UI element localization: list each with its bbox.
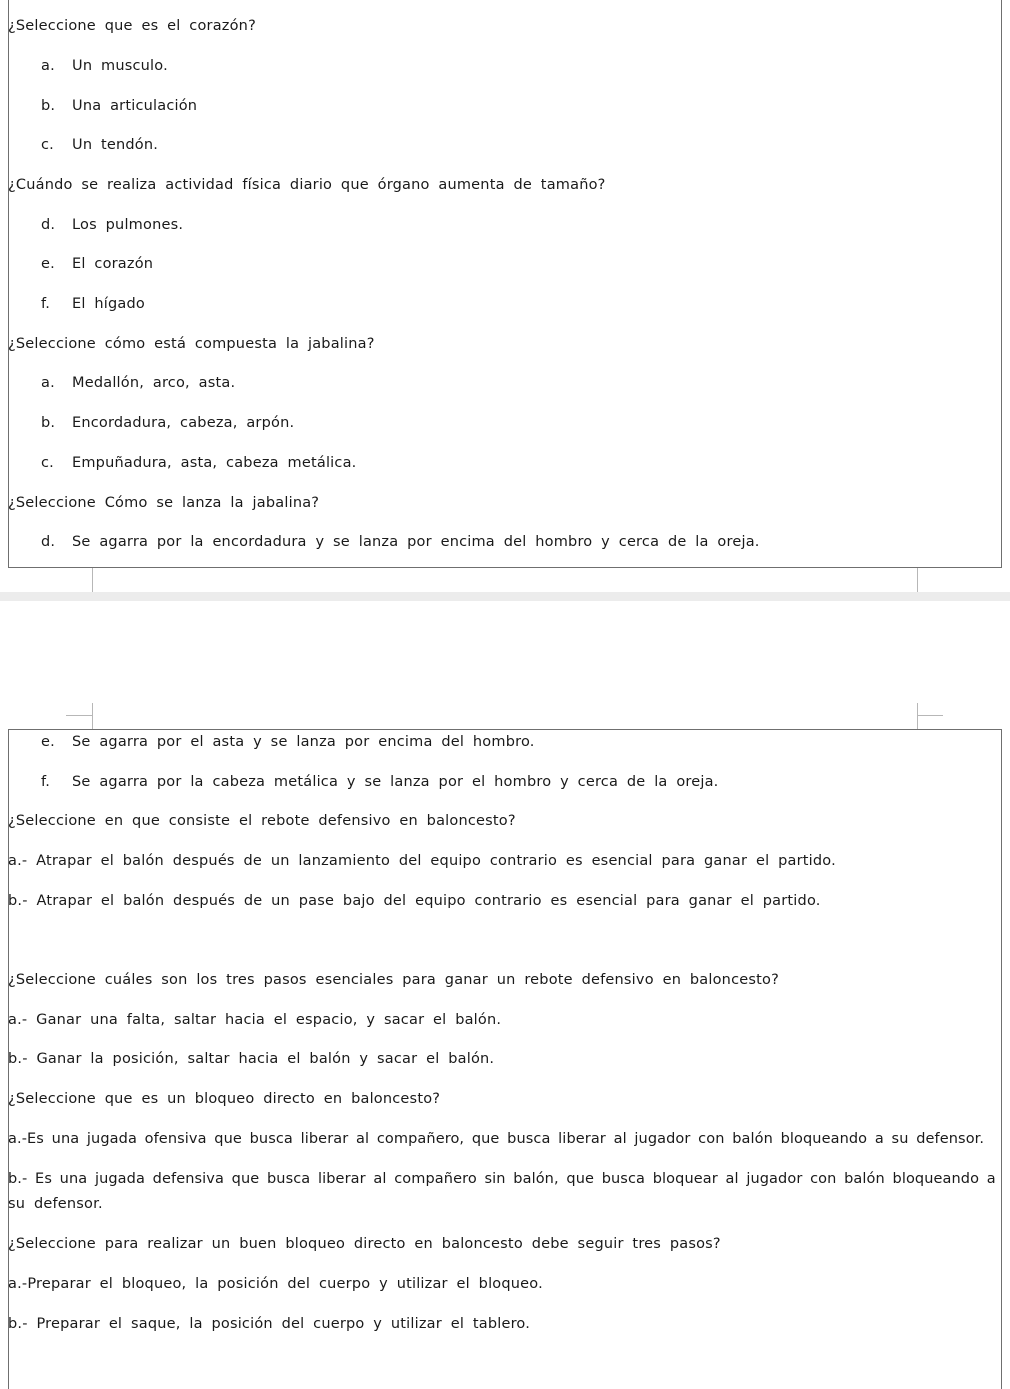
answer: b.- Preparar el saque, la posición del cuerpo y utilizar el tablero. <box>8 1316 531 1332</box>
question-organ: ¿Cuándo se realiza actividad física diario que órgano aumenta de tamaño? <box>8 177 606 193</box>
question-screen-steps: ¿Seleccione para realizar un buen bloqueo directo en baloncesto debe seguir tres pasos? <box>8 1236 721 1252</box>
question-heart: ¿Seleccione que es el corazón? <box>8 18 256 34</box>
answer: b.- Atrapar el balón después de un pase bajo del equipo contrario es esencial para ganar el partido. <box>8 893 821 909</box>
option: a. Un musculo. <box>41 58 168 74</box>
question-javelin-throw: ¿Seleccione Cómo se lanza la jabalina? <box>8 495 320 511</box>
divider <box>917 715 943 716</box>
page-1-frame <box>8 0 1002 568</box>
divider <box>917 703 918 729</box>
option: c. Un tendón. <box>41 137 159 153</box>
answer: a.-Preparar el bloqueo, la posición del cuerpo y utilizar el bloqueo. <box>8 1276 543 1292</box>
answer: a.- Atrapar el balón después de un lanzamiento del equipo contrario es esencial para ganar el partido. <box>8 853 836 869</box>
answer: a.- Ganar una falta, saltar hacia el espacio, y sacar el balón. <box>8 1012 502 1028</box>
option: b. Una articulación <box>41 98 198 114</box>
divider <box>92 568 93 592</box>
answer: a.-Es una jugada ofensiva que busca liberar al compañero, que busca liberar al jugador con balón bloqueando a su defensor. <box>8 1131 985 1147</box>
divider <box>917 568 918 592</box>
option: e. El corazón <box>41 256 154 272</box>
answer: su defensor. <box>8 1196 103 1212</box>
question-rebound-steps: ¿Seleccione cuáles son los tres pasos esenciales para ganar un rebote defensivo en baloncesto? <box>8 972 779 988</box>
option: e. Se agarra por el asta y se lanza por encima del hombro. <box>41 734 535 750</box>
option: c. Empuñadura, asta, cabeza metálica. <box>41 455 357 471</box>
option: b. Encordadura, cabeza, arpón. <box>41 415 295 431</box>
option: f. Se agarra por la cabeza metálica y se lanza por el hombro y cerca de la oreja. <box>41 774 719 790</box>
option: d. Los pulmones. <box>41 217 184 233</box>
divider <box>66 715 92 716</box>
answer: b.- Es una jugada defensiva que busca liberar al compañero sin balón, que busca bloquear al jugador con balón bloqueando a <box>8 1171 996 1187</box>
option: d. Se agarra por la encordadura y se lanza por encima del hombro y cerca de la oreja. <box>41 534 760 550</box>
question-rebound: ¿Seleccione en que consiste el rebote defensivo en baloncesto? <box>8 813 516 829</box>
option: f. El hígado <box>41 296 145 312</box>
page-gap <box>0 592 1010 601</box>
question-screen: ¿Seleccione que es un bloqueo directo en baloncesto? <box>8 1091 441 1107</box>
divider <box>92 703 93 729</box>
question-javelin-parts: ¿Seleccione cómo está compuesta la jabalina? <box>8 336 375 352</box>
answer: b.- Ganar la posición, saltar hacia el balón y sacar el balón. <box>8 1051 495 1067</box>
option: a. Medallón, arco, asta. <box>41 375 236 391</box>
